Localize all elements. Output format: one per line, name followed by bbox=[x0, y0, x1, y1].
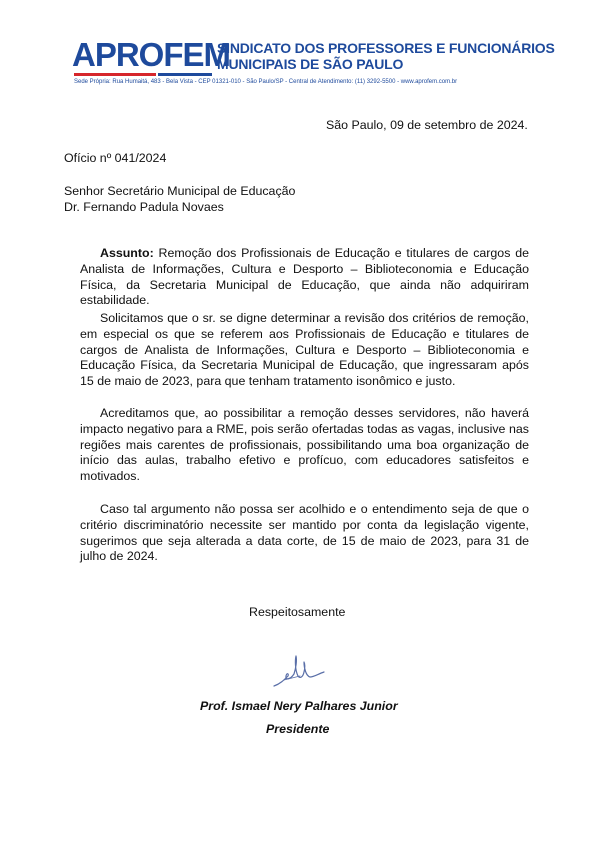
recipient-title: Senhor Secretário Municipal de Educação bbox=[64, 184, 296, 198]
letter-date: São Paulo, 09 de setembro de 2024. bbox=[326, 118, 528, 132]
logo-red-bar bbox=[74, 73, 156, 76]
body-paragraph-request: Solicitamos que o sr. se digne determinar a revisão dos critérios de remoção, em especial os que se referem aos Profissionais de Educação e titulares de cargos de Analista de Informações, Cultura e Desporto – Biblioteconomia e Educação Física, da Secretaria Municipal de Educação, que ingressaram após 15 de maio de 2023, para que tenham tratamento isonômico e justo. bbox=[80, 311, 529, 389]
handwritten-signature bbox=[270, 650, 330, 692]
letterhead bbox=[72, 36, 555, 90]
recipient-name: Dr. Fernando Padula Novaes bbox=[64, 199, 224, 214]
subject-label: Assunto: bbox=[100, 246, 154, 260]
letter-reference: Ofício nº 041/2024 bbox=[64, 151, 167, 165]
body-paragraph-alternative: Caso tal argumento não possa ser acolhido e o entendimento seja de que o critério discriminatório necessite ser mantido por conta da legislação vigente, sugerimos que seja alterada a data corte, de 15 de maio de 2023, para 31 de julho de 2024. bbox=[80, 502, 529, 564]
aprofem-logo bbox=[72, 38, 230, 72]
subject-paragraph bbox=[80, 246, 529, 309]
logo-wordmark: APROFEM bbox=[72, 36, 230, 73]
body-paragraph-justification: Acreditamos que, ao possibilitar a remoção desses servidores, não haverá impacto negativo para a RME, pois serão ofertadas todas as vagas, inclusive nas regiões mais carentes de profissionais, possibilitando uma boa organização de início das aulas, trabalho efetivo e profícuo, com educadores satisfeitos e motivados. bbox=[80, 406, 529, 484]
subject-text: Remoção dos Profissionais de Educação e titulares de cargos de Analista de Informações, Cultura e Desporto – Biblioteconomia e Educação Física, da Secretaria Municipal de Educação, que ainda não adquiriram estabilidade. bbox=[80, 246, 529, 308]
logo-blue-bar bbox=[158, 73, 212, 76]
organization-name-line2: MUNICIPAIS DE SÃO PAULO bbox=[217, 56, 404, 72]
organization-name bbox=[217, 40, 555, 72]
letter-closing: Respeitosamente bbox=[249, 605, 346, 619]
signer-role: Presidente bbox=[266, 722, 330, 736]
letter-recipient bbox=[64, 184, 295, 216]
organization-name-line1: SINDICATO DOS PROFESSORES E FUNCIONÁRIOS bbox=[217, 40, 555, 56]
signer-name: Prof. Ismael Nery Palhares Junior bbox=[200, 699, 398, 713]
letterhead-address: Sede Própria: Rua Humaitá, 483 - Bela Vista - CEP 01321-010 - São Paulo/SP - Central de Atendimento: (11) 3292-5500 - www.aprofem.com.br bbox=[74, 79, 458, 85]
